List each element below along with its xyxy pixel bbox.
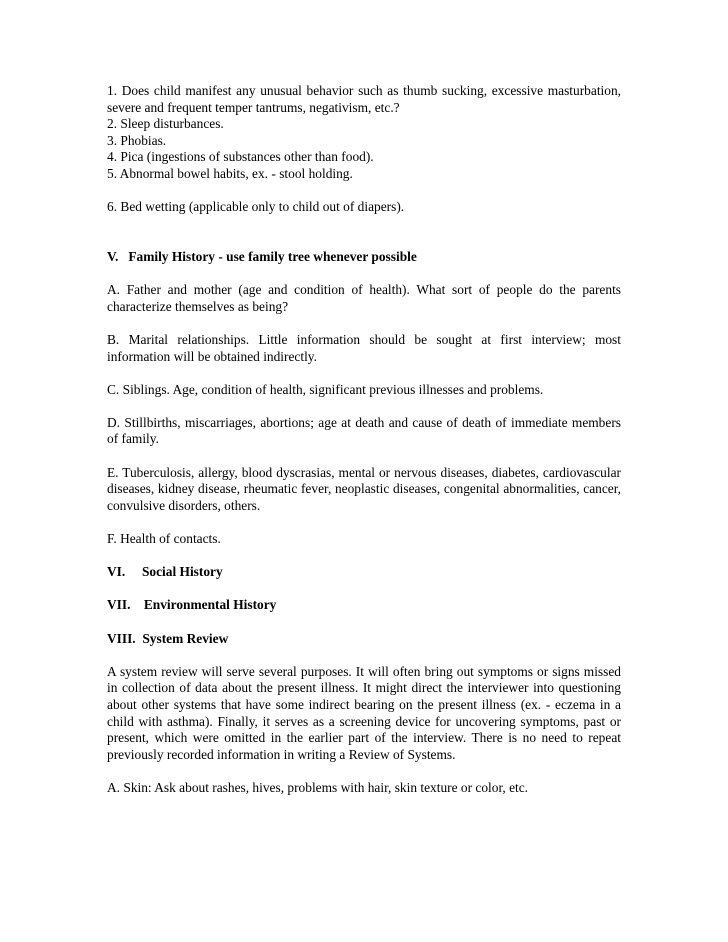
section-v-item-c: C. Siblings. Age, condition of health, significant previous illnesses and problems. — [107, 381, 544, 397]
spacer — [107, 548, 621, 565]
spacer — [107, 514, 621, 531]
spacer — [107, 647, 621, 664]
section-v-item-a: A. Father and mother (age and condition of health). What sort of people do the parents characterize themselves as being? — [107, 282, 621, 314]
section-viii-item-a: A. Skin: Ask about rashes, hives, problems with hair, skin texture or color, etc. — [107, 779, 529, 795]
section-viii-heading: VIII. System Review — [107, 630, 229, 646]
document-page — [107, 83, 621, 797]
item-3: 3. Phobias. — [107, 132, 167, 148]
spacer — [107, 581, 621, 598]
item-5: 5. Abnormal bowel habits, ex. - stool holding. — [107, 165, 353, 181]
section-vi-heading: VI. Social History — [107, 564, 223, 580]
section-vii-heading: VII. Environmental History — [107, 597, 277, 613]
item-2: 2. Sleep disturbances. — [107, 116, 224, 132]
spacer — [107, 763, 621, 780]
spacer — [107, 614, 621, 631]
section-v-item-f: F. Health of contacts. — [107, 531, 221, 547]
spacer — [107, 398, 621, 415]
section-viii-intro: A system review will serve several purposes. It will often bring out symptoms or signs missed in collection of data about the present illness. It might direct the interviewer into questioning about other systems that have some indirect bearing on the present illness (ex. - eczema in a child with asthma). Finally, it serves as a screening device for uncovering symptoms, past or present, which were omitted in the earlier part of the interview. There is no need to repeat previously recorded information in writing a Review of Systems. — [107, 663, 621, 762]
spacer — [107, 365, 621, 382]
section-v-item-e: E. Tuberculosis, allergy, blood dyscrasias, mental or nervous diseases, diabetes, cardiovascular diseases, kidney disease, rheumatic fever, neoplastic diseases, congenital abnormalities, cancer, convulsive disorders, others. — [107, 464, 621, 513]
spacer — [107, 266, 621, 283]
spacer — [107, 315, 621, 332]
section-v-item-d: D. Stillbirths, miscarriages, abortions; age at death and cause of death of immediate members of family. — [107, 414, 621, 447]
item-4: 4. Pica (ingestions of substances other than food). — [107, 149, 374, 165]
spacer — [107, 216, 621, 249]
section-v-item-b: B. Marital relationships. Little information should be sought at first interview; most information will be obtained indirectly. — [107, 331, 621, 364]
item-1: 1. Does child manifest any unusual behavior such as thumb sucking, excessive masturbation, severe and frequent temper tantrums, negativism, etc.? — [107, 83, 621, 115]
section-v-heading: V. Family History - use family tree whenever possible — [107, 248, 417, 264]
item-6: 6. Bed wetting (applicable only to child out of diapers). — [107, 199, 405, 215]
spacer — [107, 183, 621, 200]
spacer — [107, 448, 621, 465]
